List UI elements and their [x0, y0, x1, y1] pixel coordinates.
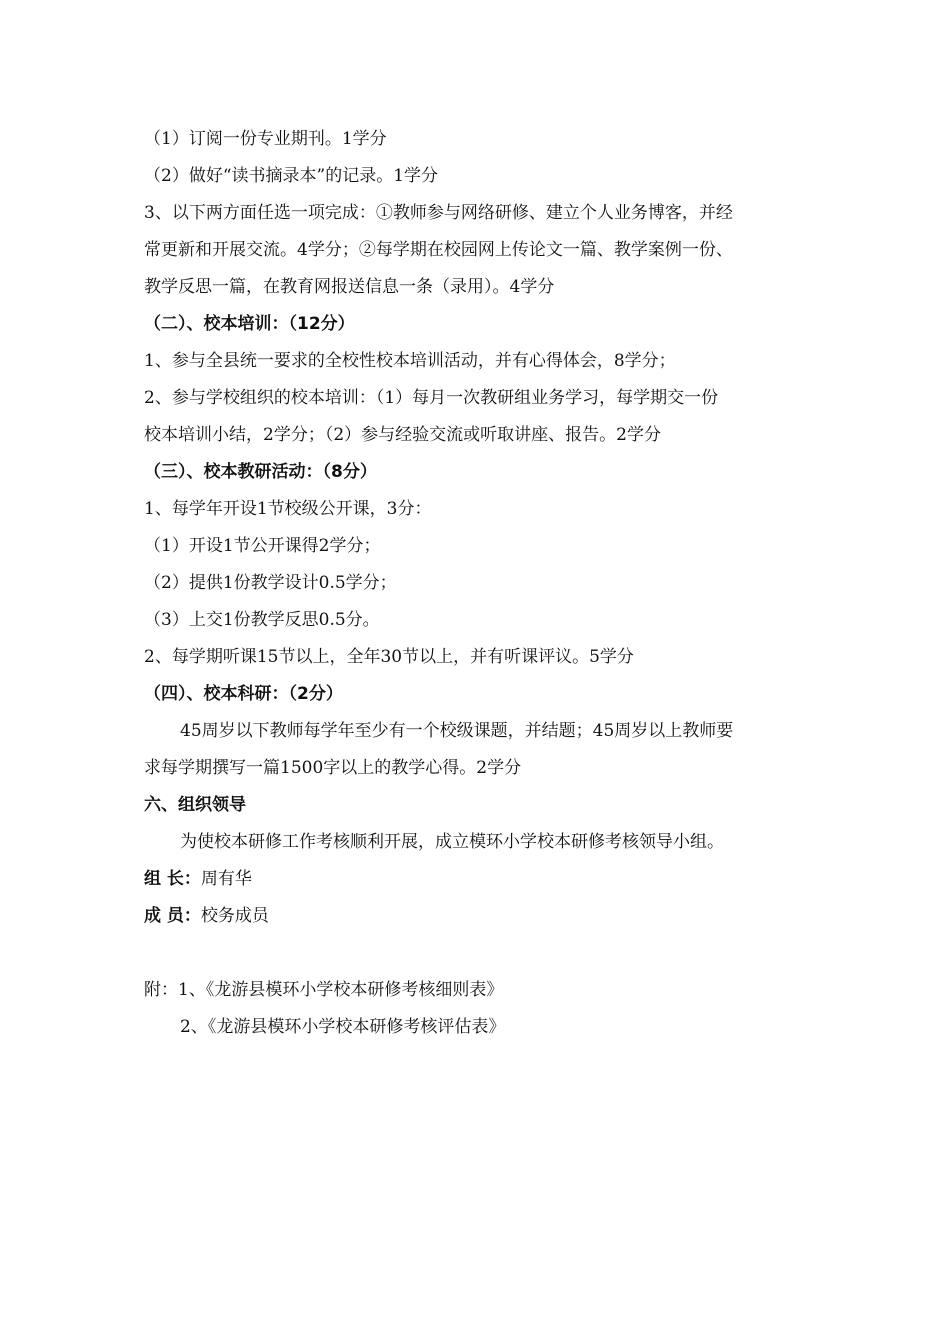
research-item-1c: （3）上交1份教学反思0.5分。	[144, 610, 380, 630]
research-item-1b: （2）提供1份教学设计0.5学分；	[144, 573, 397, 593]
training-item-2a: 2、参与学校组织的校本培训：（1）每月一次教研组业务学习，每学期交一份	[144, 388, 719, 408]
leader-label: 组 长：	[144, 869, 201, 889]
training-item-2b: 校本培训小结，2学分；（2）参与经验交流或听取讲座、报告。2学分	[144, 425, 661, 445]
item-online-research-3: 教学反思一篇，在教育网报送信息一条（录用）。4学分	[144, 277, 555, 297]
leader-row	[144, 861, 824, 898]
member-label: 成 员：	[144, 906, 201, 926]
research-item-1a: （1）开设1节公开课得2学分；	[144, 536, 381, 556]
member-name: 校务成员	[200, 906, 269, 926]
heading-teaching-research: （三）、校本教研活动：（8分）	[144, 462, 377, 482]
science-item-b: 求每学期撰写一篇1500字以上的教学心得。2学分	[144, 758, 522, 778]
heading-school-training: （二）、校本培训：（12分）	[144, 314, 355, 334]
item-reading-notes: （2）做好“读书摘录本”的记录。1学分	[144, 166, 439, 186]
attachment-1: 附：1、《龙游县模环小学校本研修考核细则表》	[144, 980, 504, 1000]
heading-organization: 六、组织领导	[144, 795, 246, 815]
research-item-2: 2、每学期听课15节以上，全年30节以上，并有听课评议。5学分	[144, 647, 634, 667]
member-row	[144, 898, 824, 935]
research-item-1: 1、每学年开设1节校级公开课，3分：	[144, 499, 432, 519]
item-online-research-2: 常更新和开展交流。4学分；②每学期在校园网上传论文一篇、教学案例一份、	[144, 240, 733, 260]
attachment-2: 2、《龙游县模环小学校本研修考核评估表》	[180, 1017, 506, 1037]
item-subscribe-journal: （1）订阅一份专业期刊。1学分	[144, 129, 387, 149]
document-body	[144, 121, 824, 1046]
blank-line	[144, 935, 824, 972]
item-online-research-1: 3、以下两方面任选一项完成：①教师参与网络研修、建立个人业务博客，并经	[144, 203, 733, 223]
organization-text: 为使校本研修工作考核顺利开展，成立模环小学校本研修考核领导小组。	[180, 832, 724, 852]
leader-name: 周有华	[200, 869, 252, 889]
heading-school-science: （四）、校本科研：（2分）	[144, 684, 343, 704]
training-item-1: 1、参与全县统一要求的全校性校本培训活动，并有心得体会，8学分；	[144, 351, 676, 371]
science-item-a: 45周岁以下教师每学年至少有一个校级课题，并结题；45周岁以上教师要	[180, 721, 734, 741]
